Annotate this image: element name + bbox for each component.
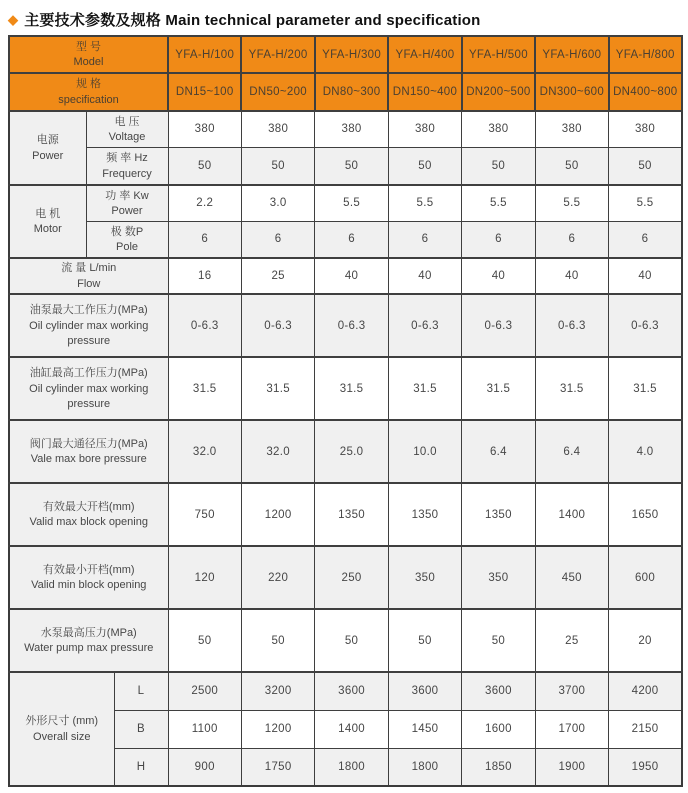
pole-value: 6 [388,221,461,258]
dim-h-value: 1850 [462,748,535,786]
dim-l-value: 3700 [535,672,608,710]
flow-value: 40 [315,258,388,294]
frequency-value: 50 [462,147,535,185]
water-pump-value: 20 [609,609,682,672]
oil-cylinder-value: 31.5 [315,357,388,420]
valid-min-value: 350 [388,546,461,609]
dim-letter-h: H [114,748,168,786]
valve-bore-value: 6.4 [462,420,535,483]
row-water-pump-pressure [9,609,682,672]
dim-h-value: 1900 [535,748,608,786]
water-pump-value: 50 [315,609,388,672]
model-value: YFA-H/600 [535,36,608,73]
row-valve-bore-pressure [9,420,682,483]
dim-l-value: 3600 [388,672,461,710]
voltage-value: 380 [609,111,682,147]
power-kw-value: 3.0 [241,185,314,221]
row-label-flow: 流 量 L/min Flow [9,258,168,294]
dim-h-value: 1800 [315,748,388,786]
row-label-power-kw: 功 率 Kw Power [86,185,168,221]
flow-value: 16 [168,258,241,294]
spec-value: DN50~200 [241,73,314,111]
dim-h-value: 900 [168,748,241,786]
valve-bore-value: 32.0 [241,420,314,483]
water-pump-value: 50 [241,609,314,672]
voltage-value: 380 [462,111,535,147]
flow-value: 40 [462,258,535,294]
model-value: YFA-H/300 [315,36,388,73]
page-title-text: 主要技术参数及规格 Main technical parameter and specification [24,11,481,29]
dim-l-value: 4200 [609,672,682,710]
row-label-frequency: 频 率 Hz Frequercy [86,147,168,185]
group-label-overall-size: 外形尺寸 (mm) Overall size [9,672,114,786]
spec-value: DN80~300 [315,73,388,111]
spec-value: DN400~800 [609,73,682,111]
oil-cylinder-value: 31.5 [462,357,535,420]
valid-min-value: 350 [462,546,535,609]
row-flow [9,258,682,294]
row-voltage [9,111,682,147]
dim-b-value: 1700 [535,710,608,748]
dim-h-value: 1800 [388,748,461,786]
frequency-value: 50 [535,147,608,185]
power-kw-value: 5.5 [315,185,388,221]
dim-l-value: 3200 [241,672,314,710]
pole-value: 6 [535,221,608,258]
oil-pump-value: 0-6.3 [315,294,388,357]
power-kw-value: 5.5 [609,185,682,221]
valid-min-value: 120 [168,546,241,609]
water-pump-value: 25 [535,609,608,672]
oil-pump-value: 0-6.3 [168,294,241,357]
valid-max-value: 1350 [315,483,388,546]
voltage-value: 380 [168,111,241,147]
row-spec [9,73,682,111]
voltage-value: 380 [241,111,314,147]
row-valid-min-opening [9,546,682,609]
voltage-value: 380 [535,111,608,147]
dim-b-value: 1600 [462,710,535,748]
voltage-value: 380 [388,111,461,147]
page-title [0,0,688,31]
pole-value: 6 [315,221,388,258]
oil-cylinder-value: 31.5 [388,357,461,420]
valve-bore-value: 6.4 [535,420,608,483]
row-frequency [9,147,682,185]
row-label-valid-max-opening: 有效最大开档(mm) Valid max block opening [9,483,168,546]
row-model [9,36,682,73]
frequency-value: 50 [168,147,241,185]
row-label-pole: 极 数P Pole [86,221,168,258]
model-value: YFA-H/400 [388,36,461,73]
valid-min-value: 450 [535,546,608,609]
oil-cylinder-value: 31.5 [241,357,314,420]
row-oil-pump-pressure [9,294,682,357]
spec-value: DN200~500 [462,73,535,111]
row-label-oil-cylinder-pressure: 油缸最高工作压力(MPa) Oil cylinder max working pressure [9,357,168,420]
pole-value: 6 [609,221,682,258]
voltage-value: 380 [315,111,388,147]
row-label-oil-pump-pressure: 油泵最大工作压力(MPa) Oil cylinder max working pressure [9,294,168,357]
flow-value: 25 [241,258,314,294]
frequency-value: 50 [315,147,388,185]
dim-b-value: 1200 [241,710,314,748]
frequency-value: 50 [241,147,314,185]
row-label-water-pump-pressure: 水泵最高压力(MPa) Water pump max pressure [9,609,168,672]
oil-pump-value: 0-6.3 [462,294,535,357]
power-kw-value: 5.5 [388,185,461,221]
dim-l-value: 3600 [315,672,388,710]
valid-max-value: 1650 [609,483,682,546]
valid-min-value: 250 [315,546,388,609]
valid-max-value: 1200 [241,483,314,546]
row-valid-max-opening [9,483,682,546]
oil-pump-value: 0-6.3 [535,294,608,357]
row-label-voltage: 电 压 Voltage [86,111,168,147]
flow-value: 40 [388,258,461,294]
dim-b-value: 1100 [168,710,241,748]
oil-pump-value: 0-6.3 [241,294,314,357]
model-value: YFA-H/200 [241,36,314,73]
dim-l-value: 2500 [168,672,241,710]
dim-h-value: 1750 [241,748,314,786]
row-oil-cylinder-pressure [9,357,682,420]
group-label-motor: 电 机 Motor [9,185,86,258]
water-pump-value: 50 [168,609,241,672]
dim-b-value: 1400 [315,710,388,748]
model-value: YFA-H/500 [462,36,535,73]
power-kw-value: 5.5 [535,185,608,221]
pole-value: 6 [168,221,241,258]
row-label-valve-bore-pressure: 阀门最大通径压力(MPa) Vale max bore pressure [9,420,168,483]
row-pole [9,221,682,258]
pole-value: 6 [462,221,535,258]
valid-max-value: 1350 [388,483,461,546]
model-value: YFA-H/800 [609,36,682,73]
spec-table [8,35,683,787]
row-label-model: 型 号 Model [9,36,168,73]
row-label-valid-min-opening: 有效最小开档(mm) Valid min block opening [9,546,168,609]
valve-bore-value: 4.0 [609,420,682,483]
spec-value: DN300~600 [535,73,608,111]
row-power-kw [9,185,682,221]
pole-value: 6 [241,221,314,258]
row-label-spec: 规 格 specification [9,73,168,111]
valve-bore-value: 10.0 [388,420,461,483]
frequency-value: 50 [388,147,461,185]
power-kw-value: 2.2 [168,185,241,221]
dim-b-value: 2150 [609,710,682,748]
valid-min-value: 600 [609,546,682,609]
valid-min-value: 220 [241,546,314,609]
water-pump-value: 50 [462,609,535,672]
frequency-value: 50 [609,147,682,185]
oil-cylinder-value: 31.5 [609,357,682,420]
oil-cylinder-value: 31.5 [168,357,241,420]
water-pump-value: 50 [388,609,461,672]
valid-max-value: 1350 [462,483,535,546]
dim-h-value: 1950 [609,748,682,786]
group-label-power: 电源 Power [9,111,86,185]
model-value: YFA-H/100 [168,36,241,73]
dim-letter-l: L [114,672,168,710]
oil-cylinder-value: 31.5 [535,357,608,420]
spec-value: DN150~400 [388,73,461,111]
valve-bore-value: 25.0 [315,420,388,483]
dim-letter-b: B [114,710,168,748]
oil-pump-value: 0-6.3 [609,294,682,357]
dim-l-value: 3600 [462,672,535,710]
power-kw-value: 5.5 [462,185,535,221]
row-dim-l [9,672,682,710]
flow-value: 40 [535,258,608,294]
valid-max-value: 1400 [535,483,608,546]
flow-value: 40 [609,258,682,294]
valid-max-value: 750 [168,483,241,546]
dim-b-value: 1450 [388,710,461,748]
spec-value: DN15~100 [168,73,241,111]
diamond-icon: ◆ [8,11,19,27]
valve-bore-value: 32.0 [168,420,241,483]
oil-pump-value: 0-6.3 [388,294,461,357]
